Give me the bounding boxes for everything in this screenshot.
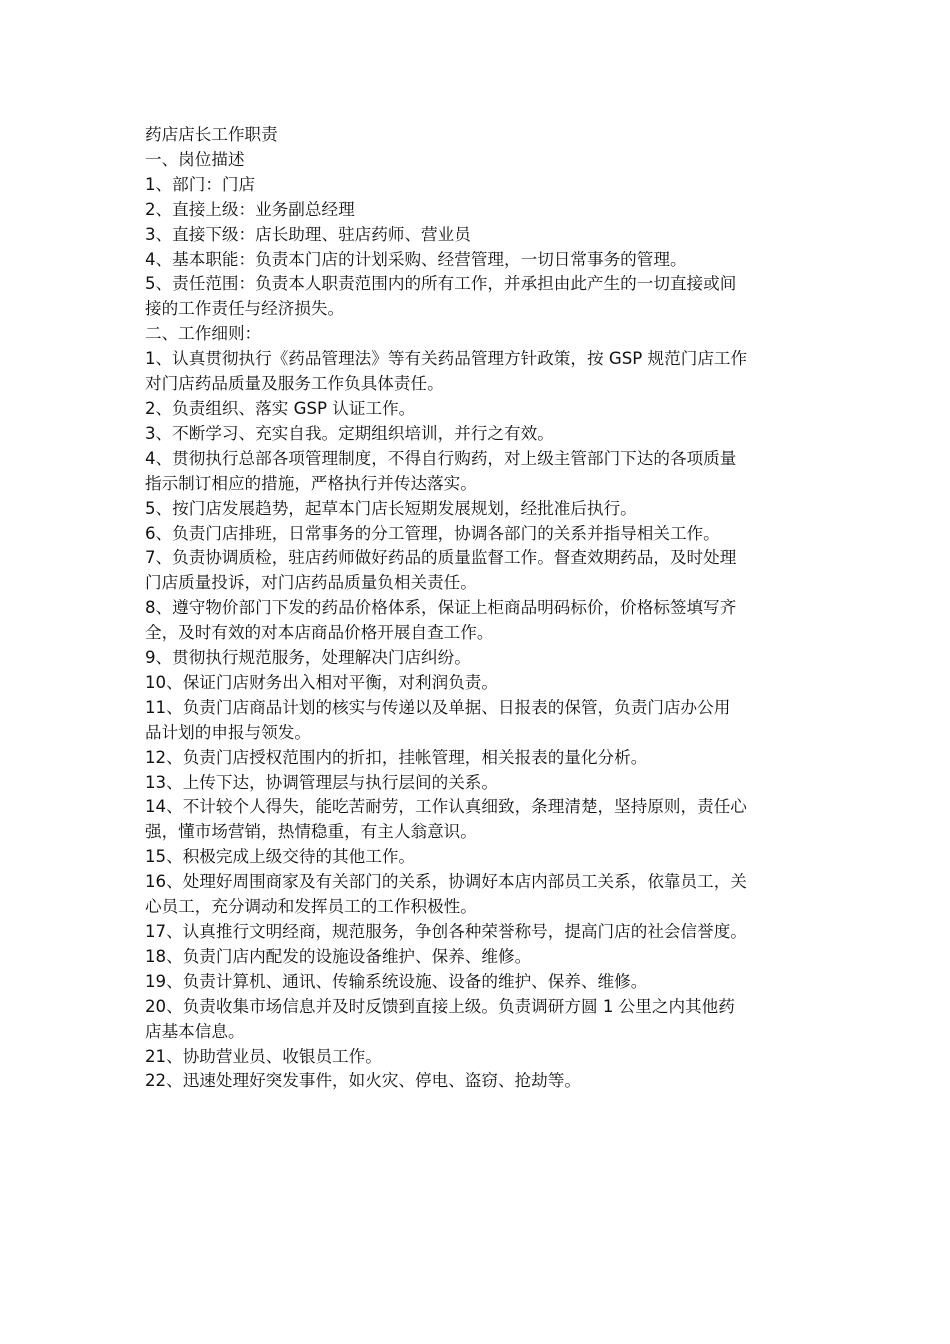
list-item-line: 12、负责门店授权范围内的折扣，挂帐管理，相关报表的量化分析。 xyxy=(145,747,648,767)
list-item xyxy=(145,845,810,870)
section2-list xyxy=(145,347,810,1094)
list-item-line: 接的工作责任与经济损失。 xyxy=(145,299,345,319)
list-item xyxy=(145,596,810,646)
list-item-line: 4、贯彻执行总部各项管理制度，不得自行购药，对上级主管部门下达的各项质量 xyxy=(145,448,737,468)
list-item-line: 对门店药品质量及服务工作负具体责任。 xyxy=(145,374,444,394)
list-item xyxy=(145,970,810,995)
list-item xyxy=(145,795,810,845)
list-item-line: 10、保证门店财务出入相对平衡，对利润负责。 xyxy=(145,672,498,692)
list-item-line: 19、负责计算机、通讯、传输系统设施、设备的维护、保养、维修。 xyxy=(145,971,648,991)
list-item xyxy=(145,1045,810,1070)
list-item-line: 7、负责协调质检，驻店药师做好药品的质量监督工作。督查效期药品，及时处理 xyxy=(145,548,737,568)
list-item xyxy=(145,995,810,1045)
list-item xyxy=(145,272,810,322)
list-item-line: 9、贯彻执行规范服务，处理解决门店纠纷。 xyxy=(145,648,471,668)
list-item-line: 店基本信息。 xyxy=(145,1021,245,1041)
list-item xyxy=(145,173,810,198)
list-item-line: 15、积极完成上级交待的其他工作。 xyxy=(145,847,416,867)
list-item xyxy=(145,497,810,522)
list-item xyxy=(145,671,810,696)
list-item-line: 21、协助营业员、收银员工作。 xyxy=(145,1046,382,1066)
list-item xyxy=(145,746,810,771)
list-item-line: 11、负责门店商品计划的核实与传递以及单据、日报表的保管，负责门店办公用 xyxy=(145,697,731,717)
list-item-line: 指示制订相应的措施，严格执行并传达落实。 xyxy=(145,473,477,493)
list-item-line: 3、不断学习、充实自我。定期组织培训，并行之有效。 xyxy=(145,423,554,443)
list-item-line: 心员工，充分调动和发挥员工的工作积极性。 xyxy=(145,897,477,917)
document-title: 药店店长工作职责 xyxy=(145,125,278,144)
list-item xyxy=(145,1069,810,1094)
list-item-line: 5、责任范围：负责本人职责范围内的所有工作，并承担由此产生的一切直接或间 xyxy=(145,274,737,294)
list-item-line: 全，及时有效的对本店商品价格开展自查工作。 xyxy=(145,623,494,643)
list-item-line: 3、直接下级：店长助理、驻店药师、营业员 xyxy=(145,224,471,244)
list-item-line: 13、上传下达，协调管理层与执行层间的关系。 xyxy=(145,772,498,792)
list-item-line: 品计划的申报与领发。 xyxy=(145,722,311,742)
list-item-line: 20、负责收集市场信息并及时反馈到直接上级。负责调研方圆 1 公里之内其他药 xyxy=(145,996,735,1016)
list-item xyxy=(145,223,810,248)
list-item-line: 强，懂市场营销，热情稳重，有主人翁意识。 xyxy=(145,822,477,842)
list-item-line: 4、基本职能：负责本门店的计划采购、经营管理，一切日常事务的管理。 xyxy=(145,249,687,269)
list-item xyxy=(145,696,810,746)
list-item xyxy=(145,920,810,945)
list-item xyxy=(145,397,810,422)
document-page xyxy=(145,123,810,1094)
section1-list xyxy=(145,173,810,322)
list-item-line: 8、遵守物价部门下发的药品价格体系，保证上柜商品明码标价，价格标签填写齐 xyxy=(145,598,737,618)
list-item xyxy=(145,945,810,970)
list-item xyxy=(145,522,810,547)
list-item xyxy=(145,546,810,596)
list-item-line: 门店质量投诉，对门店药品质量负相关责任。 xyxy=(145,573,477,593)
list-item-line: 18、负责门店内配发的设施设备维护、保养、维修。 xyxy=(145,946,532,966)
list-item xyxy=(145,870,810,920)
list-item-line: 22、迅速处理好突发事件，如火灾、停电、盗窃、抢劫等。 xyxy=(145,1071,581,1091)
list-item-line: 2、负责组织、落实 GSP 认证工作。 xyxy=(145,398,416,418)
list-item-line: 6、负责门店排班，日常事务的分工管理，协调各部门的关系并指导相关工作。 xyxy=(145,523,720,543)
list-item xyxy=(145,771,810,796)
list-item-line: 1、部门：门店 xyxy=(145,174,256,194)
list-item xyxy=(145,422,810,447)
section-heading-work-rules: 二、工作细则： xyxy=(145,324,262,344)
list-item-line: 1、认真贯彻执行《药品管理法》等有关药品管理方针政策，按 GSP 规范门店工作 xyxy=(145,349,748,369)
list-item-line: 14、不计较个人得失，能吃苦耐劳，工作认真细致，条理清楚，坚持原则，责任心 xyxy=(145,797,747,817)
list-item-line: 2、直接上级：业务副总经理 xyxy=(145,199,355,219)
list-item-line: 16、处理好周围商家及有关部门的关系，协调好本店内部员工关系，依靠员工，关 xyxy=(145,872,747,892)
list-item xyxy=(145,347,810,397)
list-item-line: 5、按门店发展趋势，起草本门店长短期发展规划，经批准后执行。 xyxy=(145,498,637,518)
list-item xyxy=(145,198,810,223)
section-heading-job-description: 一、岗位描述 xyxy=(145,149,245,169)
list-item xyxy=(145,646,810,671)
list-item xyxy=(145,447,810,497)
list-item xyxy=(145,248,810,273)
list-item-line: 17、认真推行文明经商，规范服务，争创各种荣誉称号，提高门店的社会信誉度。 xyxy=(145,922,747,941)
